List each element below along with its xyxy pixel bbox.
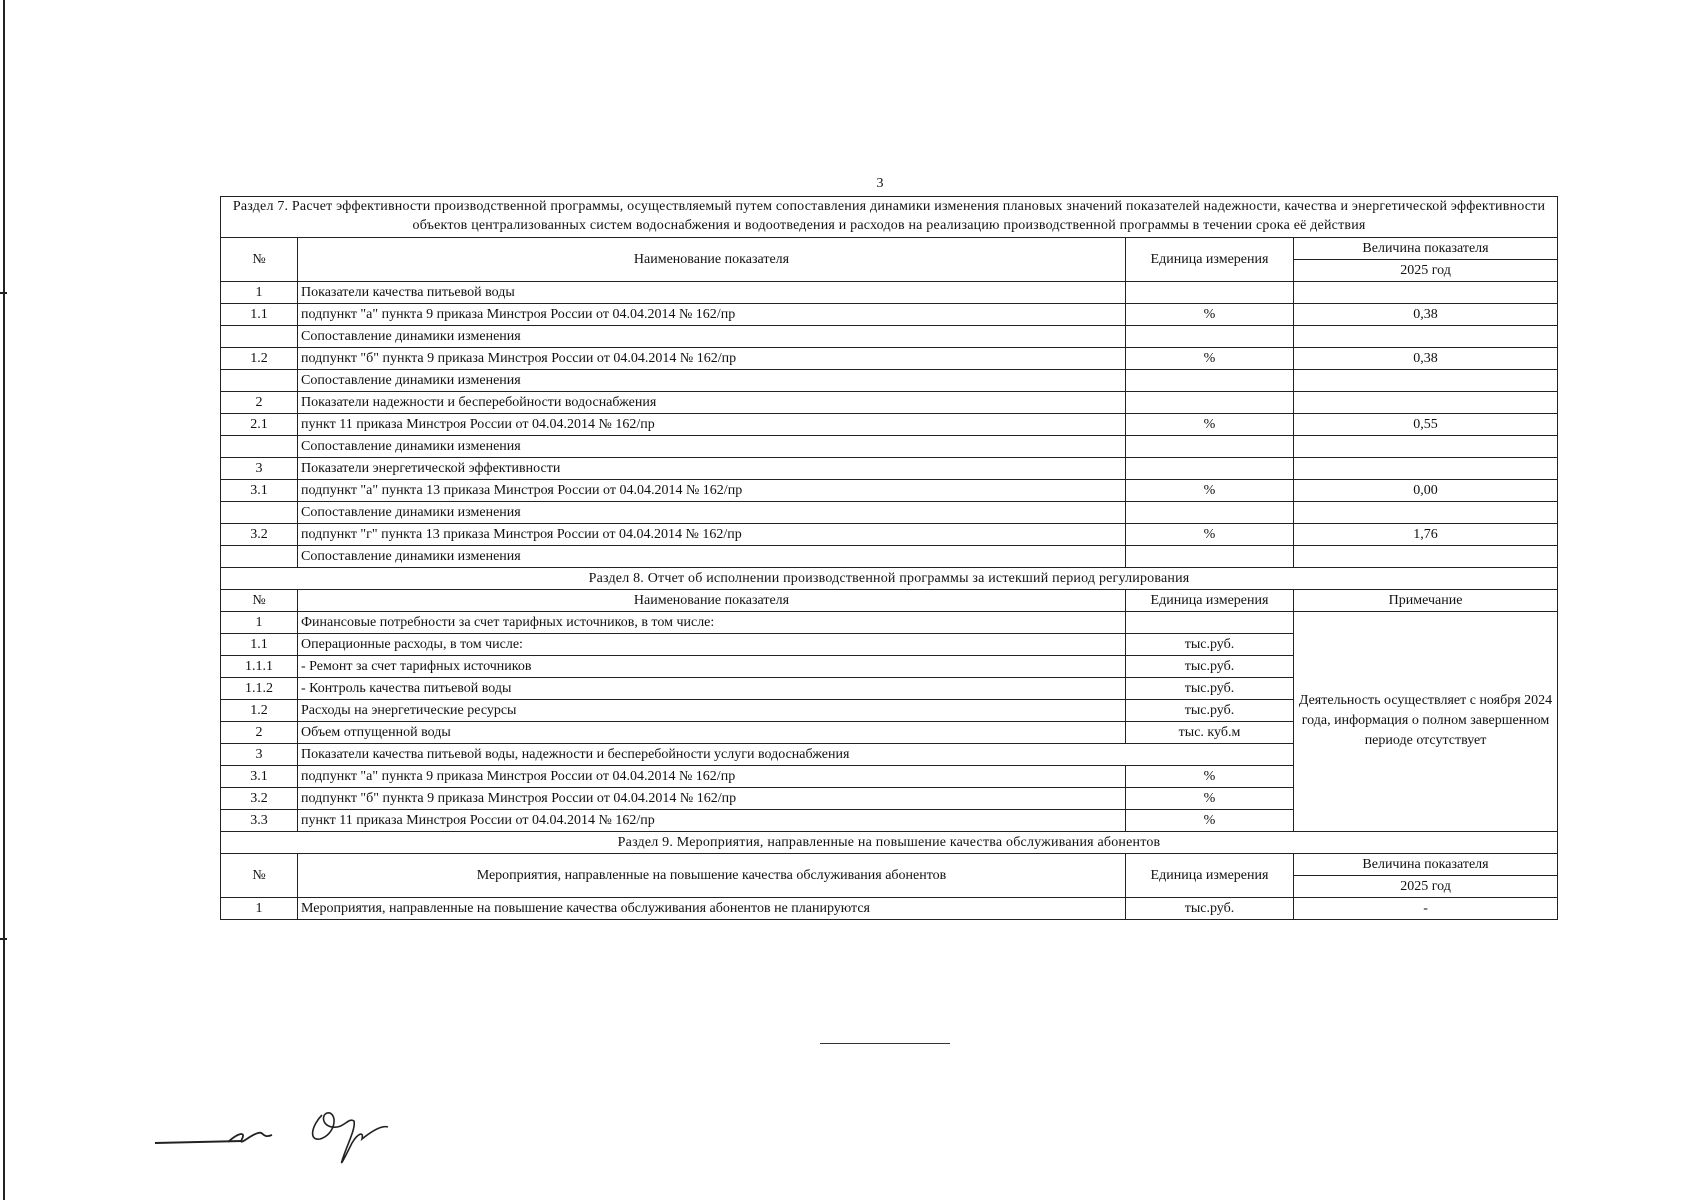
row-num: 3 (221, 743, 298, 765)
row-name: Показатели качества питьевой воды (298, 281, 1126, 303)
row-name: Показатели энергетической эффективности (298, 457, 1126, 479)
row-num: 1.2 (221, 699, 298, 721)
row-value: 0,38 (1294, 303, 1558, 325)
row-value (1294, 391, 1558, 413)
table-row (221, 897, 1558, 919)
section9-title: Раздел 9. Мероприятия, направленные на повышение качества обслуживания абонентов (221, 831, 1558, 853)
row-num (221, 369, 298, 391)
row-unit: тыс.руб. (1126, 633, 1294, 655)
row-value: 0,55 (1294, 413, 1558, 435)
table-row (221, 413, 1558, 435)
row-num: 2 (221, 721, 298, 743)
section9-title-row (221, 831, 1558, 853)
row-unit: % (1126, 347, 1294, 369)
binding-tick (0, 292, 7, 294)
row-num: 3.2 (221, 787, 298, 809)
col-num-header: № (221, 237, 298, 281)
report-table (220, 196, 1558, 920)
row-num: 1 (221, 897, 298, 919)
row-unit (1126, 501, 1294, 523)
row-unit: тыс.руб. (1126, 897, 1294, 919)
col-unit-header: Единица измерения (1126, 853, 1294, 897)
section8-title-row (221, 567, 1558, 589)
row-name: подпункт "б" пункта 9 приказа Минстроя России от 04.04.2014 № 162/пр (298, 787, 1126, 809)
row-unit (1126, 545, 1294, 567)
table-row (221, 435, 1558, 457)
row-num: 2.1 (221, 413, 298, 435)
page-number: 3 (876, 176, 884, 191)
table-row (221, 545, 1558, 567)
row-num: 2 (221, 391, 298, 413)
section7-header-row (221, 237, 1558, 259)
section8-note: Деятельность осуществляет с ноября 2024 года, информация о полном завершенном периоде отсутствует (1294, 611, 1558, 831)
table-row (221, 281, 1558, 303)
row-unit (1126, 611, 1294, 633)
row-unit: тыс.руб. (1126, 699, 1294, 721)
handwritten-signature (150, 1095, 450, 1175)
table-row (221, 325, 1558, 347)
row-num (221, 325, 298, 347)
row-name: подпункт "а" пункта 9 приказа Минстроя России от 04.04.2014 № 162/пр (298, 303, 1126, 325)
section7-title-row (221, 197, 1558, 238)
row-num: 3.1 (221, 765, 298, 787)
row-value (1294, 369, 1558, 391)
row-unit: % (1126, 413, 1294, 435)
footer-rule (820, 1043, 950, 1044)
row-name: подпункт "а" пункта 9 приказа Минстроя России от 04.04.2014 № 162/пр (298, 765, 1126, 787)
row-num: 1.1.1 (221, 655, 298, 677)
table-row (221, 523, 1558, 545)
row-name: Сопоставление динамики изменения (298, 325, 1126, 347)
row-unit (1126, 369, 1294, 391)
section8-title: Раздел 8. Отчет об исполнении производственной программы за истекший период регулирования (221, 567, 1558, 589)
row-unit: % (1126, 765, 1294, 787)
row-value: - (1294, 897, 1558, 919)
row-value: 1,76 (1294, 523, 1558, 545)
table-row (221, 501, 1558, 523)
row-num: 3 (221, 457, 298, 479)
row-name: подпункт "б" пункта 9 приказа Минстроя России от 04.04.2014 № 162/пр (298, 347, 1126, 369)
row-name: Расходы на энергетические ресурсы (298, 699, 1126, 721)
row-name: пункт 11 приказа Минстроя России от 04.04.2014 № 162/пр (298, 413, 1126, 435)
row-num: 3.2 (221, 523, 298, 545)
row-name: Финансовые потребности за счет тарифных источников, в том числе: (298, 611, 1126, 633)
row-name: Операционные расходы, в том числе: (298, 633, 1126, 655)
col-value-header: Величина показателя (1294, 237, 1558, 259)
row-name: Сопоставление динамики изменения (298, 369, 1126, 391)
row-name: Сопоставление динамики изменения (298, 545, 1126, 567)
col-unit-header: Единица измерения (1126, 237, 1294, 281)
row-num (221, 435, 298, 457)
row-unit: тыс.руб. (1126, 655, 1294, 677)
col-year-header: 2025 год (1294, 259, 1558, 281)
table-row (221, 611, 1558, 633)
binding-tick (0, 938, 7, 940)
row-unit (1126, 281, 1294, 303)
row-name: подпункт "а" пункта 13 приказа Минстроя России от 04.04.2014 № 162/пр (298, 479, 1126, 501)
row-unit: % (1126, 479, 1294, 501)
row-name: - Ремонт за счет тарифных источников (298, 655, 1126, 677)
col-note-header: Примечание (1294, 589, 1558, 611)
row-num: 1.1 (221, 633, 298, 655)
row-num: 1 (221, 611, 298, 633)
col-year-header: 2025 год (1294, 875, 1558, 897)
row-unit: тыс.руб. (1126, 677, 1294, 699)
row-value (1294, 457, 1558, 479)
row-name: Сопоставление динамики изменения (298, 435, 1126, 457)
row-unit (1126, 457, 1294, 479)
col-name-header: Наименование показателя (298, 237, 1126, 281)
table-row (221, 303, 1558, 325)
table-row (221, 479, 1558, 501)
col-value-header: Величина показателя (1294, 853, 1558, 875)
row-value (1294, 281, 1558, 303)
row-num: 1.2 (221, 347, 298, 369)
row-unit: % (1126, 523, 1294, 545)
row-name: Мероприятия, направленные на повышение качества обслуживания абонентов не планируются (298, 897, 1126, 919)
row-unit: тыс. куб.м (1126, 721, 1294, 743)
row-value: 0,00 (1294, 479, 1558, 501)
row-name: - Контроль качества питьевой воды (298, 677, 1126, 699)
row-name: пункт 11 приказа Минстроя России от 04.04.2014 № 162/пр (298, 809, 1126, 831)
row-unit: % (1126, 303, 1294, 325)
col-num-header: № (221, 589, 298, 611)
row-value: 0,38 (1294, 347, 1558, 369)
row-value (1294, 545, 1558, 567)
row-unit: % (1126, 787, 1294, 809)
col-num-header: № (221, 853, 298, 897)
section7-title: Раздел 7. Расчет эффективности производственной программы, осуществляемый путем сопоставления динамики изменения плановых значений показателей надежности, качества и энергетической эффективности объектов централизованных систем водоснабжения и водоотведения и расходов на реализацию производственной программы в течении срока её действия (221, 197, 1558, 238)
row-name: Сопоставление динамики изменения (298, 501, 1126, 523)
binding-margin-line (3, 0, 5, 1200)
row-unit (1126, 325, 1294, 347)
section9-header-row (221, 853, 1558, 875)
row-num: 1 (221, 281, 298, 303)
section8-header-row (221, 589, 1558, 611)
row-unit: % (1126, 809, 1294, 831)
row-num: 3.3 (221, 809, 298, 831)
table-row (221, 457, 1558, 479)
row-unit (1126, 435, 1294, 457)
row-name: Показатели качества питьевой воды, надежности и бесперебойности услуги водоснабжения (298, 743, 1294, 765)
row-num: 1.1.2 (221, 677, 298, 699)
row-num (221, 545, 298, 567)
row-value (1294, 435, 1558, 457)
row-value (1294, 325, 1558, 347)
col-unit-header: Единица измерения (1126, 589, 1294, 611)
table-row (221, 391, 1558, 413)
row-value (1294, 501, 1558, 523)
table-row (221, 369, 1558, 391)
col-name-header: Мероприятия, направленные на повышение качества обслуживания абонентов (298, 853, 1126, 897)
row-num: 1.1 (221, 303, 298, 325)
row-name: подпункт "г" пункта 13 приказа Минстроя России от 04.04.2014 № 162/пр (298, 523, 1126, 545)
col-name-header: Наименование показателя (298, 589, 1126, 611)
row-name: Объем отпущенной воды (298, 721, 1126, 743)
row-unit (1126, 391, 1294, 413)
row-num (221, 501, 298, 523)
row-num: 3.1 (221, 479, 298, 501)
table-row (221, 347, 1558, 369)
row-name: Показатели надежности и бесперебойности водоснабжения (298, 391, 1126, 413)
